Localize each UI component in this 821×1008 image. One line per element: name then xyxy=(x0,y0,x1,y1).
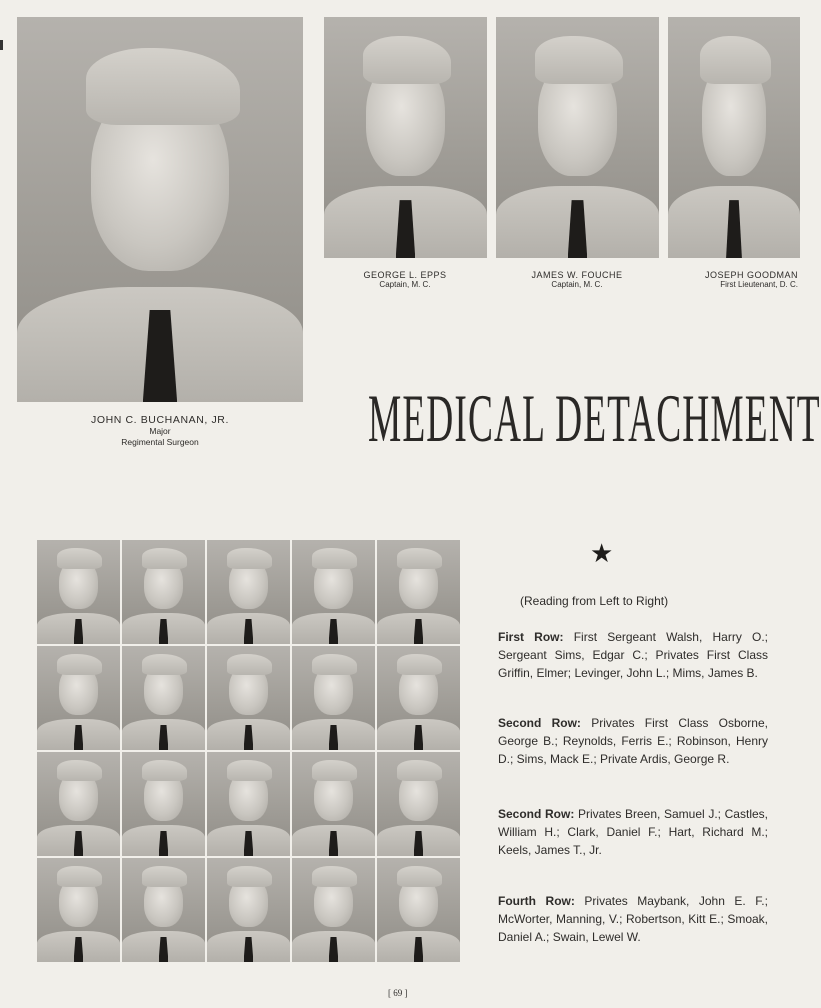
row-label: Second Row: xyxy=(498,716,581,730)
row-label: Second Row: xyxy=(498,807,575,821)
group-portrait xyxy=(207,540,290,644)
group-portrait xyxy=(377,646,460,750)
portrait-fouche xyxy=(496,17,659,258)
officer-name: JAMES W. FOUCHE xyxy=(531,270,623,280)
officer-rank: Captain, M. C. xyxy=(551,280,603,289)
group-portrait xyxy=(377,752,460,856)
officer-rank: First Lieutenant, D. C. xyxy=(720,280,798,289)
group-portrait xyxy=(207,752,290,856)
roster-second-row xyxy=(498,714,768,768)
roster-fourth-row xyxy=(498,892,768,946)
caption-goodman xyxy=(668,270,800,290)
group-portrait xyxy=(122,646,205,750)
group-portrait xyxy=(207,858,290,962)
group-portrait xyxy=(292,646,375,750)
row-text: First Sergeant Walsh, Harry O.; Sergeant Sims, Edgar C.; Privates First Class Griffin, Elmer; Levinger, John L.; Mims, James B. xyxy=(498,630,768,680)
officer-name: GEORGE L. EPPS xyxy=(363,270,447,280)
page-edge-mark xyxy=(0,40,3,50)
group-portrait xyxy=(377,540,460,644)
group-portrait xyxy=(37,858,120,962)
group-portrait xyxy=(122,858,205,962)
group-portrait xyxy=(37,646,120,750)
group-portrait xyxy=(37,540,120,644)
row-label: Fourth Row: xyxy=(498,894,575,908)
group-portrait xyxy=(122,540,205,644)
row-text: Privates First Class Osborne, George B.; Reynolds, Ferris E.; Robinson, Henry D.; Sims, Mack E.; Private Ardis, George R. xyxy=(498,716,768,766)
page-number: [ 69 ] xyxy=(388,988,408,998)
caption-epps xyxy=(330,270,480,290)
row-text: Privates Breen, Samuel J.; Castles, William H.; Clark, Daniel F.; Hart, Richard M.; Keels, James T., Jr. xyxy=(498,807,768,857)
caption-fouche xyxy=(502,270,652,290)
star-icon: ★ xyxy=(590,539,614,569)
roster-third-row xyxy=(498,805,768,859)
officer-name: JOHN C. BUCHANAN, JR. xyxy=(90,414,230,426)
group-portrait xyxy=(37,752,120,856)
group-portrait xyxy=(122,752,205,856)
officer-name: JOSEPH GOODMAN xyxy=(704,270,798,280)
caption-buchanan xyxy=(60,414,260,448)
roster-first-row xyxy=(498,628,768,682)
portrait-epps xyxy=(324,17,487,258)
portrait-goodman xyxy=(668,17,800,258)
row-label: First Row: xyxy=(498,630,564,644)
row-text: Privates Maybank, John E. F.; McWorter, Manning, V.; Robertson, Kitt E.; Smoak, Daniel A.; Swain, Lewel W. xyxy=(498,894,768,944)
group-portrait xyxy=(292,540,375,644)
group-portrait xyxy=(292,858,375,962)
group-portrait xyxy=(207,646,290,750)
page-title: MEDICAL DETACHMENT xyxy=(368,380,821,456)
officer-role: Regimental Surgeon xyxy=(121,437,199,447)
officer-rank: Major xyxy=(149,426,171,436)
group-portrait xyxy=(377,858,460,962)
group-portrait xyxy=(292,752,375,856)
officer-rank: Captain, M. C. xyxy=(379,280,431,289)
portrait-buchanan xyxy=(17,17,303,402)
reading-note: (Reading from Left to Right) xyxy=(520,594,669,608)
